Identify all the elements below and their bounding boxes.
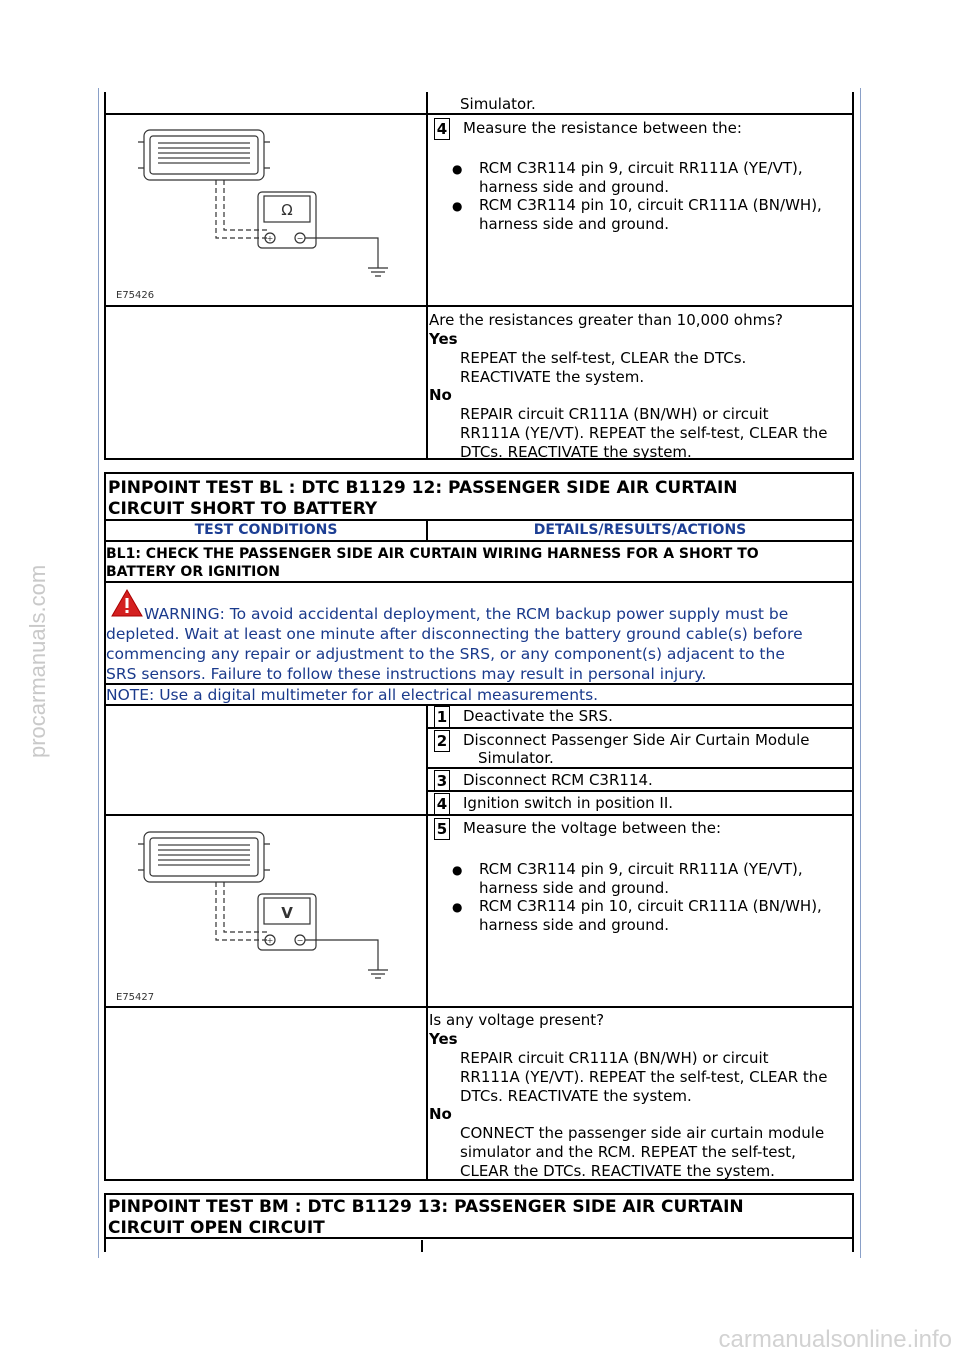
yes-line: REPEAT the self-test, CLEAR the DTCs. — [460, 349, 747, 367]
meter-symbol: V — [281, 904, 293, 922]
test-bl-title: CIRCUIT SHORT TO BATTERY — [108, 499, 378, 519]
watermark-bottom: carmanualsonline.info — [718, 1326, 952, 1353]
no-line: CONNECT the passenger side air curtain module — [460, 1124, 825, 1142]
warning-icon — [110, 588, 144, 618]
no-label: No — [429, 1105, 452, 1123]
no-line: DTCs. REACTIVATE the system. — [460, 443, 692, 461]
no-line: CLEAR the DTCs. REACTIVATE the system. — [460, 1162, 775, 1180]
step-number: 4 — [434, 793, 450, 815]
svg-text:−: − — [296, 234, 304, 243]
svg-text:+: + — [266, 936, 274, 945]
column-header-test-conditions: TEST CONDITIONS — [194, 522, 338, 538]
step-number: 1 — [434, 706, 450, 728]
ground-icon — [305, 238, 388, 276]
bullet-line: harness side and ground. — [479, 178, 670, 196]
connector-icon — [138, 130, 270, 180]
note-text: NOTE: Use a digital multimeter for all electrical measurements. — [106, 686, 599, 704]
warning-text: WARNING: To avoid accidental deployment, the RCM backup power supply must be — [144, 605, 789, 623]
bullet-icon: ● — [452, 199, 463, 213]
step-text: Simulator. — [478, 749, 554, 767]
bullet-line: RCM C3R114 pin 10, circuit CR111A (BN/WH), — [479, 897, 822, 915]
figure-label: E75427 — [116, 992, 155, 1003]
watermark-left: procarmanuals.com — [25, 564, 50, 758]
bullet-icon: ● — [452, 900, 463, 914]
bullet-icon: ● — [452, 162, 463, 176]
step-text: Deactivate the SRS. — [463, 707, 613, 725]
step-number: 5 — [434, 818, 450, 840]
wiring-diagram-voltmeter — [110, 822, 420, 1006]
warning-text: depleted. Wait at least one minute after disconnecting the battery ground cable(s) before — [106, 625, 803, 643]
step-number: 3 — [434, 770, 450, 792]
test-bl-title: PINPOINT TEST BL : DTC B1129 12: PASSENGER SIDE AIR CURTAIN — [108, 478, 738, 498]
no-line: simulator and the RCM. REPEAT the self-test, — [460, 1143, 796, 1161]
page-rule-left — [98, 88, 99, 1258]
bullet-line: RCM C3R114 pin 10, circuit CR111A (BN/WH), — [479, 196, 822, 214]
bl1-heading: BATTERY OR IGNITION — [106, 564, 280, 580]
yes-label: Yes — [429, 330, 458, 348]
yes-label: Yes — [429, 1030, 458, 1048]
step-text: Ignition switch in position II. — [463, 794, 674, 812]
step-text: Measure the voltage between the: — [463, 819, 722, 837]
yes-line: REACTIVATE the system. — [460, 368, 645, 386]
step-number: 2 — [434, 730, 450, 752]
svg-text:+: + — [266, 234, 274, 243]
yes-line: DTCs. REACTIVATE the system. — [460, 1087, 692, 1105]
bl1-heading: BL1: CHECK THE PASSENGER SIDE AIR CURTAIN WIRING HARNESS FOR A SHORT TO — [106, 546, 759, 562]
step-number: 4 — [434, 118, 450, 140]
bullet-line: harness side and ground. — [479, 215, 670, 233]
yes-line: REPAIR circuit CR111A (BN/WH) or circuit — [460, 1049, 769, 1067]
bullet-icon: ● — [452, 863, 463, 877]
ground-icon — [305, 940, 388, 978]
wiring-diagram-ohmmeter — [110, 120, 420, 304]
bullet-line: harness side and ground. — [479, 916, 670, 934]
question-text: Is any voltage present? — [429, 1011, 605, 1029]
column-header-details: DETAILS/RESULTS/ACTIONS — [533, 522, 747, 538]
bullet-line: harness side and ground. — [479, 879, 670, 897]
question-text: Are the resistances greater than 10,000 ohms? — [429, 311, 783, 329]
test-bm-title: PINPOINT TEST BM : DTC B1129 13: PASSENGER SIDE AIR CURTAIN — [108, 1197, 744, 1217]
no-label: No — [429, 386, 452, 404]
svg-text:−: − — [296, 936, 304, 945]
bullet-line: RCM C3R114 pin 9, circuit RR111A (YE/VT), — [479, 860, 803, 878]
yes-line: RR111A (YE/VT). REPEAT the self-test, CLEAR the — [460, 1068, 828, 1086]
page-rule-right — [860, 88, 861, 1258]
bullet-line: RCM C3R114 pin 9, circuit RR111A (YE/VT), — [479, 159, 803, 177]
meter-symbol: Ω — [281, 201, 293, 219]
test-bm-title: CIRCUIT OPEN CIRCUIT — [108, 1218, 325, 1238]
no-line: RR111A (YE/VT). REPEAT the self-test, CLEAR the — [460, 424, 828, 442]
step-text: Disconnect Passenger Side Air Curtain Module — [463, 731, 810, 749]
warning-text: commencing any repair or adjustment to the SRS, or any component(s) adjacent to the — [106, 645, 785, 663]
connector-icon — [138, 832, 270, 882]
step-text: Measure the resistance between the: — [463, 119, 742, 137]
figure-label: E75426 — [116, 290, 155, 301]
continued-text: Simulator. — [460, 95, 536, 113]
step-text: Disconnect RCM C3R114. — [463, 771, 653, 789]
warning-text: SRS sensors. Failure to follow these instructions may result in personal injury. — [106, 665, 707, 683]
no-line: REPAIR circuit CR111A (BN/WH) or circuit — [460, 405, 769, 423]
